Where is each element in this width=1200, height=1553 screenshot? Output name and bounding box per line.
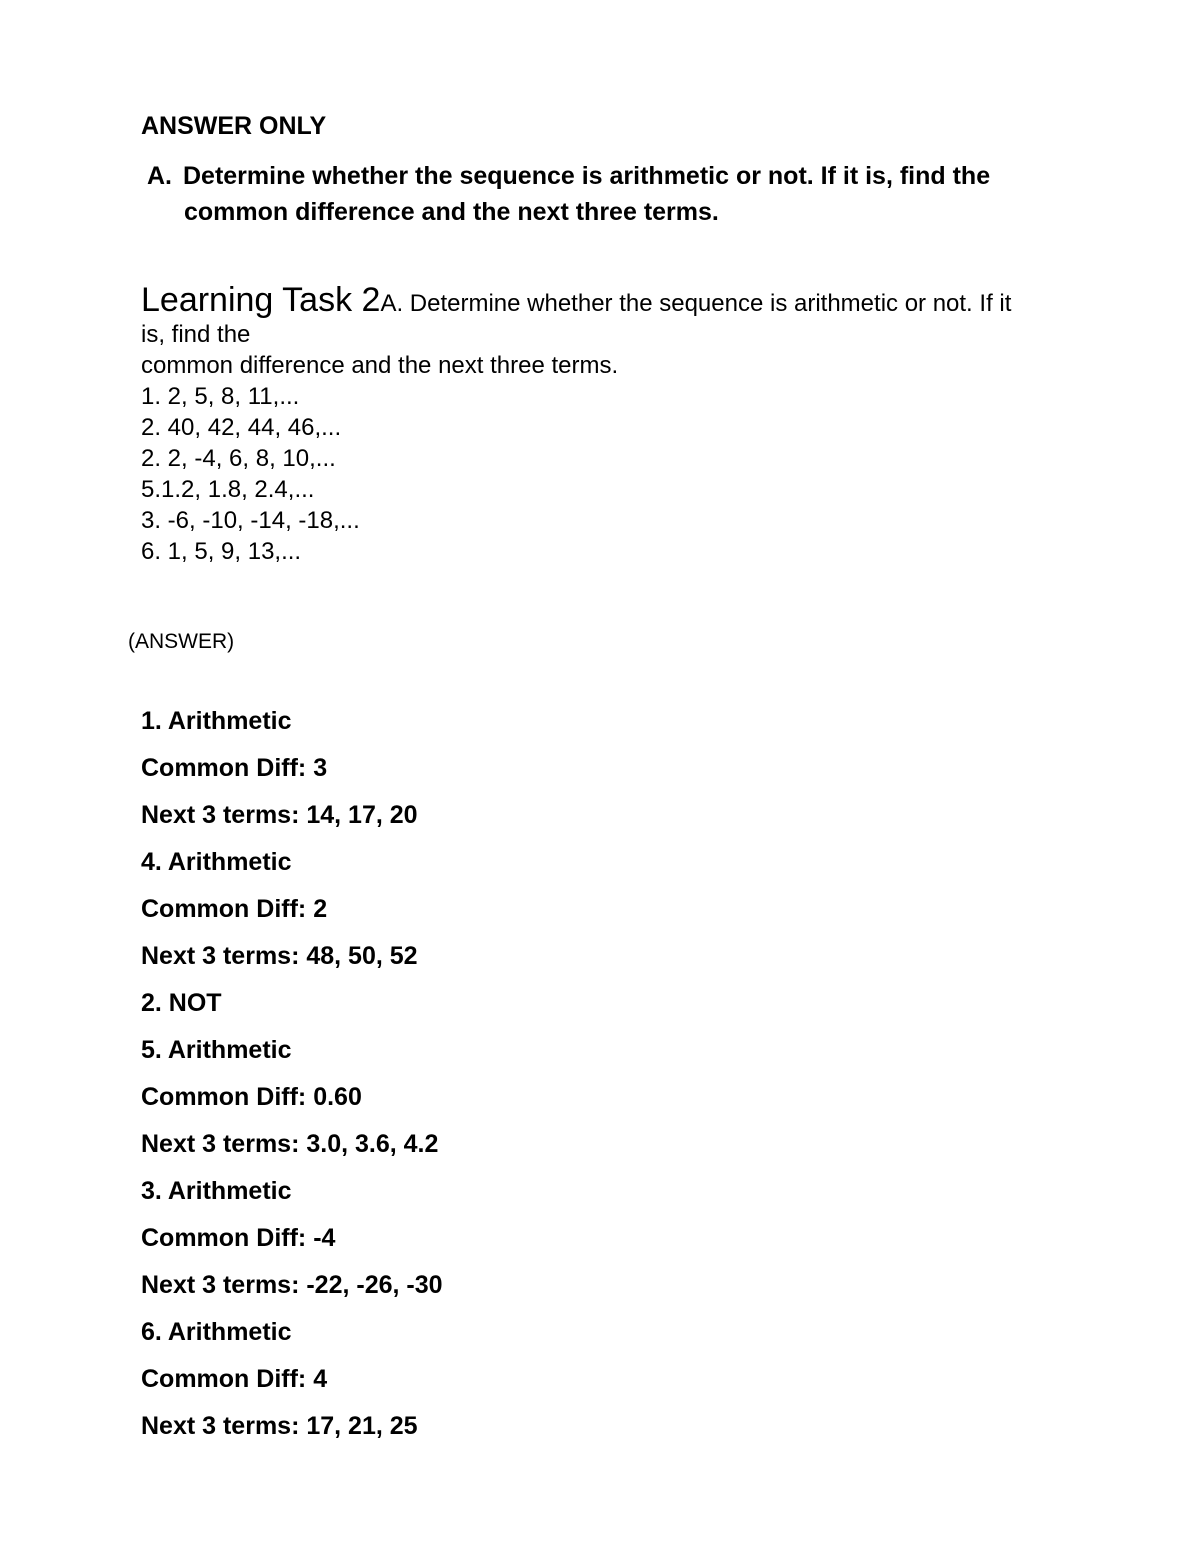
instruction-label: A. (147, 162, 172, 190)
task-text-2: is, find the (141, 321, 251, 348)
answer-line: Next 3 terms: 14, 17, 20 (141, 801, 418, 829)
answer-line: 5. Arithmetic (141, 1036, 292, 1064)
answers-list (141, 704, 443, 1456)
answer-line: Common Diff: 4 (141, 1365, 328, 1393)
answer-line: 6. Arithmetic (141, 1318, 292, 1346)
instruction-block (147, 158, 990, 230)
task-item: 2. 40, 42, 44, 46,... (141, 414, 342, 441)
page-heading: ANSWER ONLY (141, 112, 327, 140)
answer-line: Common Diff: 3 (141, 754, 328, 782)
task-text-3: common difference and the next three terms. (141, 352, 619, 379)
task-first-line (141, 282, 1011, 319)
answer-line: 2. NOT (141, 989, 222, 1017)
answer-line: Next 3 terms: 3.0, 3.6, 4.2 (141, 1130, 439, 1158)
answer-line: Next 3 terms: -22, -26, -30 (141, 1271, 443, 1299)
learning-task-block (141, 282, 1011, 567)
answer-line: Next 3 terms: 48, 50, 52 (141, 942, 418, 970)
instruction-text-1: Determine whether the sequence is arithmetic or not. If it is, find the (183, 162, 991, 190)
answer-line: 3. Arithmetic (141, 1177, 292, 1205)
answer-line: Common Diff: 2 (141, 895, 328, 923)
task-item: 6. 1, 5, 9, 13,... (141, 538, 302, 565)
task-item: 5.1.2, 1.8, 2.4,... (141, 476, 315, 503)
answer-line: Next 3 terms: 17, 21, 25 (141, 1412, 418, 1440)
task-item: 3. -6, -10, -14, -18,... (141, 507, 360, 534)
instruction-line-1 (147, 158, 990, 194)
task-item: 2. 2, -4, 6, 8, 10,... (141, 445, 336, 472)
answer-label: (ANSWER) (128, 630, 235, 653)
task-item: 1. 2, 5, 8, 11,... (141, 383, 300, 410)
answer-line: 1. Arithmetic (141, 707, 292, 735)
answer-line: Common Diff: 0.60 (141, 1083, 362, 1111)
task-text-1: A. Determine whether the sequence is arithmetic or not. If it (380, 290, 1012, 317)
answer-line: Common Diff: -4 (141, 1224, 336, 1252)
task-title: Learning Task 2 (141, 281, 381, 319)
answer-line: 4. Arithmetic (141, 848, 292, 876)
instruction-line-2: common difference and the next three terms. (184, 198, 719, 226)
